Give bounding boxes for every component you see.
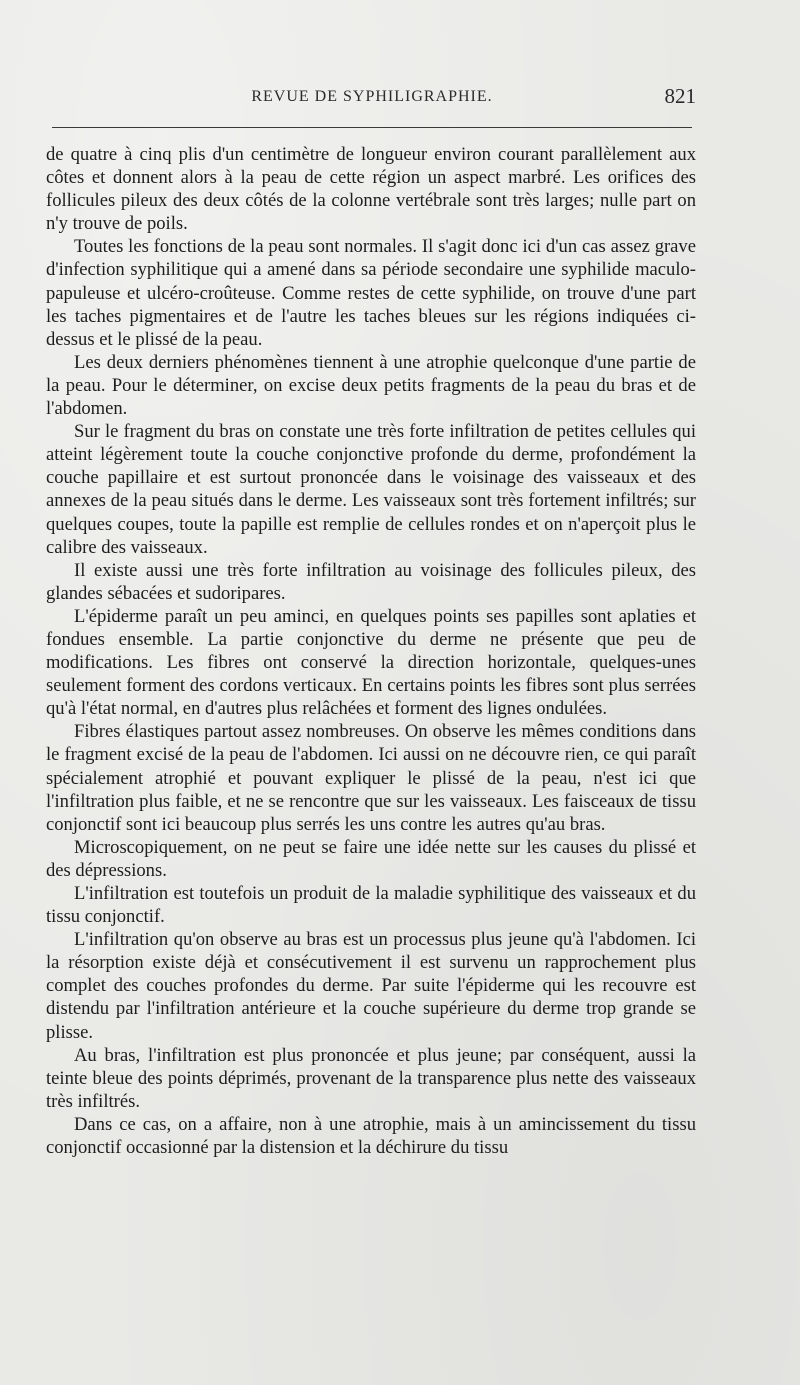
paragraph: Au bras, l'infiltration est plus prononcée et plus jeune; par conséquent, aussi la teinte bleue des points déprimés, provenant de la transparence plus nette des vaisseaux très infiltrés.	[46, 1044, 696, 1112]
paragraph: Il existe aussi une très forte infiltration au voisinage des follicules pileux, des glandes sébacées et sudoripares.	[46, 559, 696, 604]
paragraph: Sur le fragment du bras on constate une très forte infiltration de petites cellules qui atteint légèrement toute la couche conjonctive profonde du derme, profondément la couche papillaire et est surtout prononcée dans le voisinage des vaisseaux et des annexes de la peau situés dans le derme. Les vaisseaux sont très fortement infiltrés; sur quelques coupes, toute la papille est remplie de cellules rondes et on n'aperçoit plus le calibre des vaisseaux.	[46, 421, 696, 558]
paragraph: de quatre à cinq plis d'un centimètre de longueur environ courant parallèlement aux côtes et donnent alors à la peau de cette région un aspect marbré. Les orifices des follicules pileux des deux côtés de la colonne vertébrale sont très larges; nulle part on n'y trouve de poils.	[46, 144, 696, 235]
header-rule	[52, 127, 692, 128]
paragraph: L'infiltration est toutefois un produit de la maladie syphilitique des vaisseaux et du tissu conjonctif.	[46, 883, 696, 928]
running-title: REVUE DE SYPHILIGRAPHIE.	[251, 88, 493, 105]
page-number: 821	[664, 84, 696, 108]
paragraph: L'épiderme paraît un peu aminci, en quelques points ses papilles sont aplaties et fondues ensemble. La partie conjonctive du derme ne présente que peu de modifications. Les fibres ont conservé la direction horizontale, quelques-unes seulement forment des cordons verticaux. En certains points les fibres sont plus serrées qu'à l'état normal, en d'autres plus relâchées et forment des lignes ondulées.	[46, 605, 696, 720]
paragraph: Toutes les fonctions de la peau sont normales. Il s'agit donc ici d'un cas assez grave d'infection syphilitique qui a amené dans sa période secondaire une syphilide maculo-papuleuse et ulcéro-croûteuse. Comme restes de cette syphilide, on trouve d'une part les taches pigmentaires et de l'autre les taches bleues sur les régions indiquées ci-dessus et le plissé de la peau.	[46, 236, 696, 350]
paragraph: Fibres élastiques partout assez nombreuses. On observe les mêmes conditions dans le fragment excisé de la peau de l'abdomen. Ici aussi on ne découvre rien, ce qui paraît spécialement atrophié et pouvant expliquer le plissé de la peau, n'est ici que l'infiltration plus faible, et ne se rencontre que sur les vaisseaux. Les faisceaux de tissu conjonctif sont ici beaucoup plus serrés les uns contre les autres qu'au bras.	[46, 721, 696, 835]
paragraph: Dans ce cas, on a affaire, non à une atrophie, mais à un amincissement du tissu conjonctif occasionné par la distension et la déchirure du tissu	[46, 1113, 696, 1159]
body-text	[46, 143, 696, 1159]
paragraph: Microscopiquement, on ne peut se faire une idée nette sur les causes du plissé et des dépressions.	[46, 836, 696, 881]
paragraph: Les deux derniers phénomènes tiennent à une atrophie quelconque d'une partie de la peau. Pour le déterminer, on excise deux petits fragments de la peau du bras et de l'abdomen.	[46, 351, 696, 420]
paragraph: L'infiltration qu'on observe au bras est un processus plus jeune qu'à l'abdomen. Ici la résorption existe déjà et consécutivement il est survenu un rapprochement plus complet des couches profondes du derme. Par suite l'épiderme qui les recouvre est distendu par l'infiltration antérieure et la couche supérieure du derme trop grande se plisse.	[46, 929, 696, 1043]
running-head	[48, 84, 696, 112]
